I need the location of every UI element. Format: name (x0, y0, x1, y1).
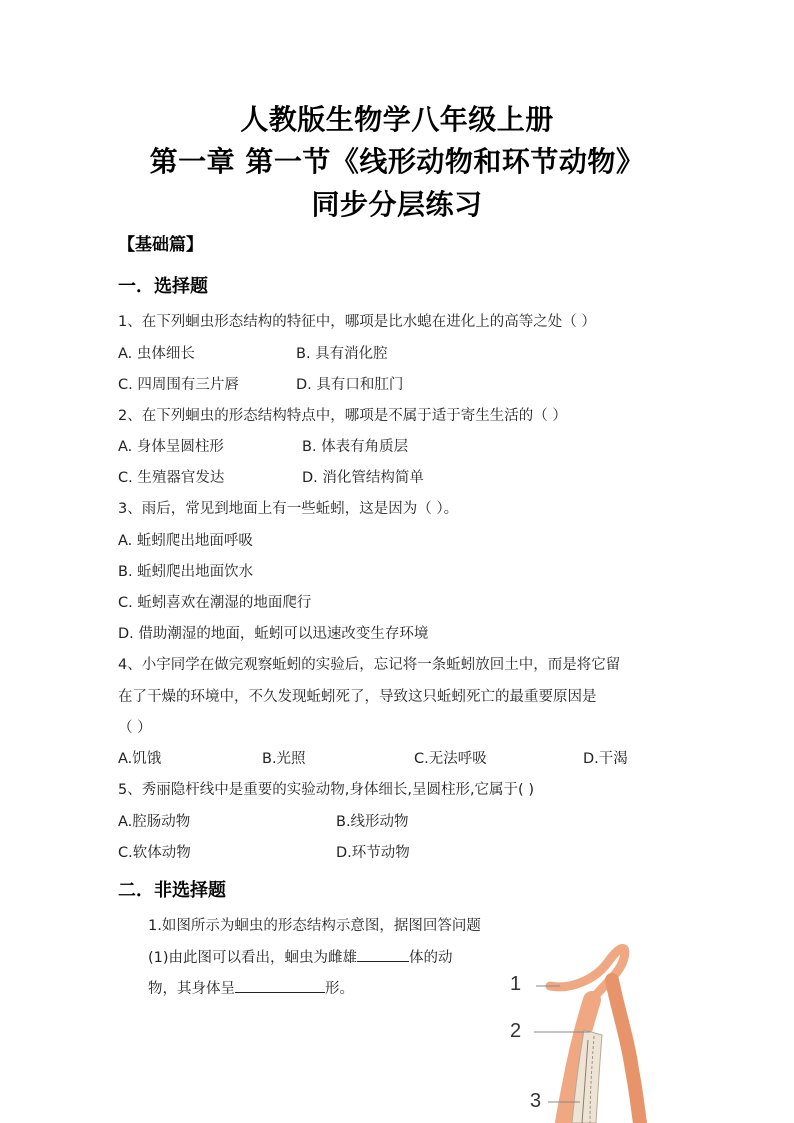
question-2-stem: 2、在下列蛔虫的形态结构特点中，哪项是不属于适于寄生生活的（ ） (118, 408, 567, 424)
blank-body-shape-answer[interactable] (235, 977, 325, 993)
question-5-option-a: A.腔肠动物 (118, 814, 191, 830)
title-line-1: 人教版生物学八年级上册 (240, 103, 554, 136)
question-4-option-d: D.干渴 (583, 751, 628, 767)
non-choice-question-1-part-1-line-1 (148, 946, 453, 967)
title-line-2: 第一章 第一节《线形动物和环节动物》 (149, 145, 645, 178)
question-4-option-a: A.饥饿 (118, 751, 162, 767)
question-1-option-b: B. 具有消化腔 (296, 346, 388, 362)
non-choice-question-1-stem: 1.如图所示为蛔虫的形态结构示意图，据图回答问题 (148, 918, 481, 934)
roundworm-illustration (500, 940, 794, 1123)
question-1-option-a: A. 虫体细长 (118, 346, 195, 362)
question-5-option-c: C.软体动物 (118, 845, 191, 861)
section-non-choice-heading: 二．非选择题 (118, 880, 226, 901)
non-choice-question-1-part-1-line-2 (148, 977, 354, 998)
question-2-option-a: A. 身体呈圆柱形 (118, 439, 224, 455)
question-2-option-b: B. 体表有角质层 (302, 439, 409, 455)
title-line-3: 同步分层练习 (311, 188, 483, 221)
question-1-option-c: C. 四周围有三片唇 (118, 377, 239, 393)
blank-hermaphrodite-answer[interactable] (357, 946, 409, 962)
part-1-line-2-text-after-blank: 形。 (325, 981, 354, 997)
figure-label-2: 2 (510, 1020, 522, 1042)
question-3-stem: 3、雨后，常见到地面上有一些蚯蚓，这是因为（ ）。 (118, 501, 459, 517)
question-1-stem: 1、在下列蛔虫形态结构的特征中，哪项是比水螅在进化上的高等之处（ ） (118, 314, 596, 330)
worm-body-right (612, 980, 640, 1123)
question-3-option-a: A. 蚯蚓爬出地面呼吸 (118, 533, 253, 549)
basic-level-label: 【基础篇】 (118, 235, 203, 255)
question-3-option-b: B. 蚯蚓爬出地面饮水 (118, 564, 254, 580)
question-4-stem-line-1: 4、小宇同学在做完观察蚯蚓的实验后，忘记将一条蚯蚓放回土中，而是将它留 (118, 657, 621, 673)
roundworm-structure-figure (500, 940, 794, 1123)
question-4-option-c: C.无法呼吸 (414, 751, 487, 767)
question-5-option-d: D.环节动物 (336, 845, 410, 861)
question-4-stem-line-2: 在了干燥的环境中，不久发现蚯蚓死了，导致这只蚯蚓死亡的最重要原因是 (118, 689, 597, 705)
question-5-option-b: B.线形动物 (336, 814, 409, 830)
question-4-option-b: B.光照 (262, 751, 306, 767)
question-3-option-d: D. 借助潮湿的地面，蚯蚓可以迅速改变生存环境 (118, 626, 429, 642)
question-2-option-c: C. 生殖器官发达 (118, 470, 225, 486)
question-2-option-d: D. 消化管结构简单 (302, 470, 424, 486)
part-1-line-2-text-before-blank: 物，其身体呈 (148, 981, 235, 997)
figure-label-3: 3 (530, 1090, 542, 1112)
question-4-stem-line-3: （ ） (118, 720, 152, 736)
question-1-option-d: D. 具有口和肛门 (296, 377, 404, 393)
section-choice-heading: 一．选择题 (118, 276, 208, 297)
question-5-stem: 5、秀丽隐杆线中是重要的实验动物,身体细长,呈圆柱形,它属于( ) (118, 782, 534, 798)
part-1-text-before-blank: (1)由此图可以看出，蛔虫为雌雄 (148, 950, 358, 966)
figure-label-1: 1 (510, 973, 522, 995)
part-1-text-after-blank: 体的动 (409, 950, 453, 966)
question-3-option-c: C. 蚯蚓喜欢在潮湿的地面爬行 (118, 595, 312, 611)
